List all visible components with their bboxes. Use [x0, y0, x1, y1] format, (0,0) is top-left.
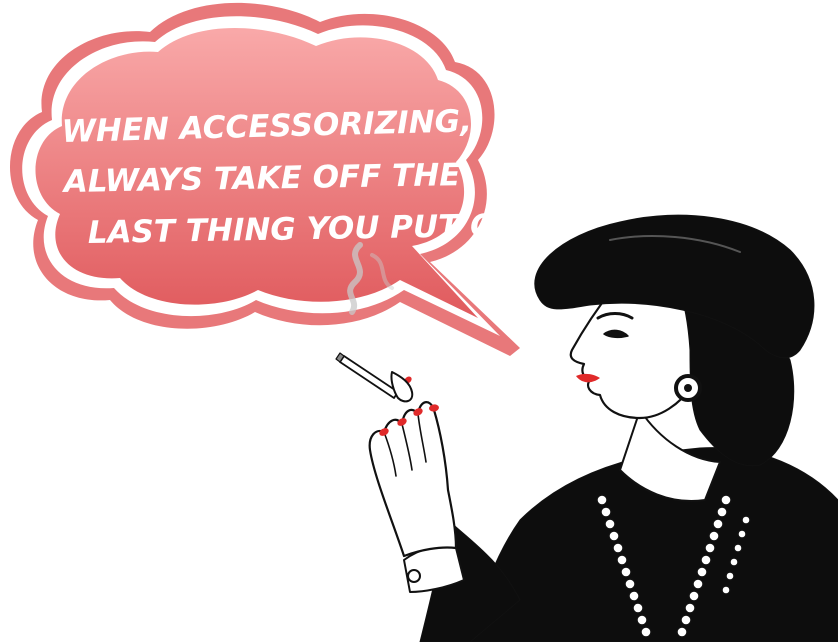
hand — [370, 402, 456, 556]
quote-line-3: LAST THING YOU PUT ON — [87, 207, 523, 251]
quote-line-2: ALWAYS TAKE OFF THE — [63, 157, 461, 200]
quote-line-1: WHEN ACCESSORIZING, — [61, 103, 473, 150]
speech-bubble — [10, 3, 523, 356]
bracelet-charm — [408, 570, 420, 582]
earring-center — [684, 384, 692, 392]
cigarette — [340, 356, 398, 398]
